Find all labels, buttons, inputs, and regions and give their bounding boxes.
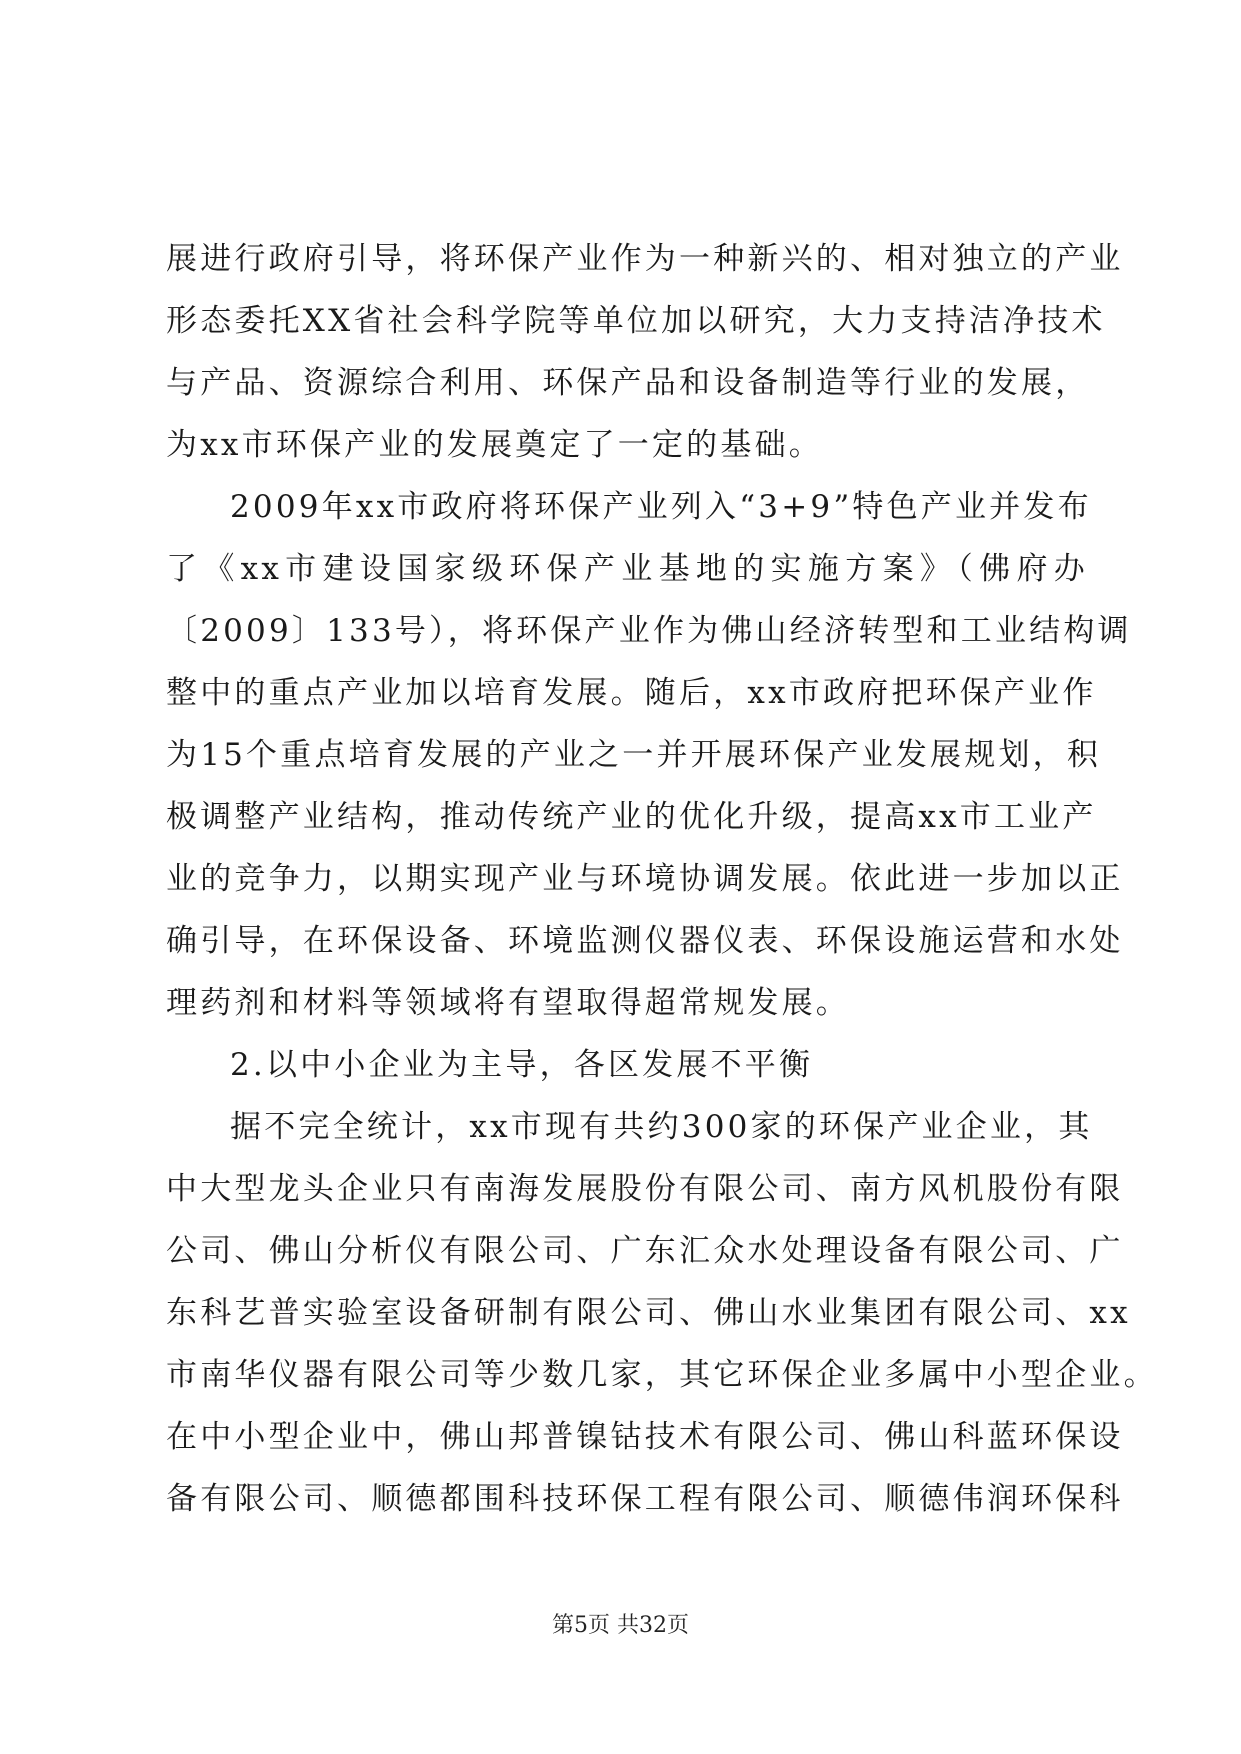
body-text-line: 了《xx市建设国家级环保产业基地的实施方案》（佛府办 <box>166 551 1088 587</box>
body-text-line: 为xx市环保产业的发展奠定了一定的基础。 <box>166 427 823 463</box>
body-text-line: 在中小型企业中，佛山邦普镍钴技术有限公司、佛山科蓝环保设 <box>166 1419 1124 1455</box>
body-text-line: 〔2009〕133号），将环保产业作为佛山经济转型和工业结构调 <box>166 613 1132 649</box>
page-number-footer: 第5页 共32页 <box>552 1613 689 1638</box>
body-text-line: 东科艺普实验室设备研制有限公司、佛山水业集团有限公司、xx <box>166 1295 1131 1331</box>
body-text-line: 市南华仪器有限公司等少数几家，其它环保企业多属中小型企业。 <box>166 1357 1158 1393</box>
body-text-line: 业的竞争力，以期实现产业与环境协调发展。依此进一步加以正 <box>166 861 1124 897</box>
body-text-line: 极调整产业结构，推动传统产业的优化升级，提高xx市工业产 <box>166 799 1097 835</box>
body-text-line: 2009年xx市政府将环保产业列入“3+9”特色产业并发布 <box>230 489 1092 525</box>
body-text-line: 展进行政府引导，将环保产业作为一种新兴的、相对独立的产业 <box>166 241 1124 277</box>
body-text-line: 形态委托XX省社会科学院等单位加以研究，大力支持洁净技术 <box>166 303 1106 339</box>
section-heading: 2.以中小企业为主导，各区发展不平衡 <box>230 1047 814 1083</box>
body-text-line: 与产品、资源综合利用、环保产品和设备制造等行业的发展， <box>166 365 1090 401</box>
body-text-line: 确引导，在环保设备、环境监测仪器仪表、环保设施运营和水处 <box>166 923 1124 959</box>
body-text-line: 备有限公司、顺德都围科技环保工程有限公司、顺德伟润环保科 <box>166 1481 1124 1517</box>
body-text-line: 据不完全统计，xx市现有共约300家的环保产业企业，其 <box>230 1109 1093 1145</box>
document-body <box>166 228 1158 1530</box>
body-text-line: 公司、佛山分析仪有限公司、广东汇众水处理设备有限公司、广 <box>166 1233 1124 1269</box>
body-text-line: 理药剂和材料等领域将有望取得超常规发展。 <box>166 985 850 1021</box>
body-text-line: 为15个重点培育发展的产业之一并开展环保产业发展规划，积 <box>166 737 1102 773</box>
body-text-line: 中大型龙头企业只有南海发展股份有限公司、南方风机股份有限 <box>166 1171 1124 1207</box>
body-text-line: 整中的重点产业加以培育发展。随后，xx市政府把环保产业作 <box>166 675 1097 711</box>
